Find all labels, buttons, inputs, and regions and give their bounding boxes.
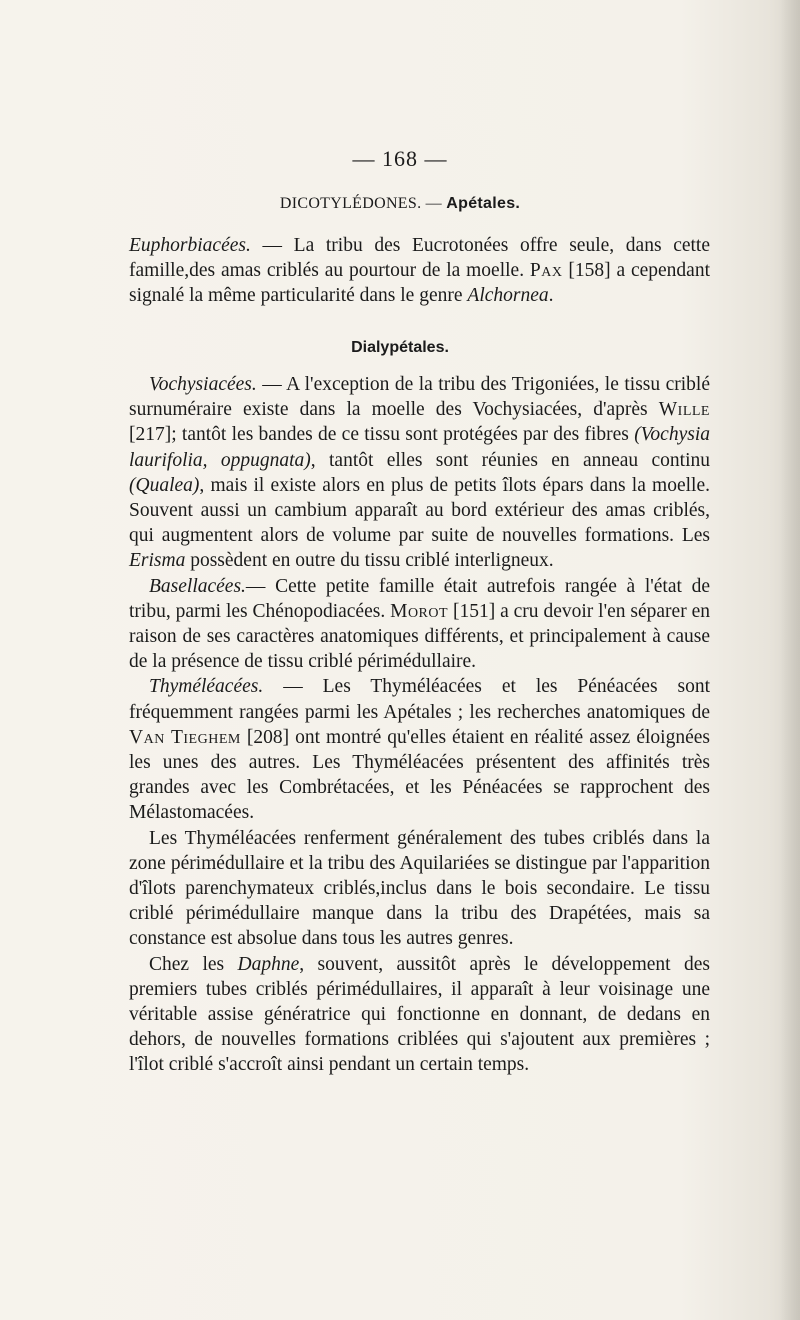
family-term: Vochysiacées. (149, 374, 257, 395)
genus-name: (Qualea) (129, 474, 200, 496)
paragraph-euphorbiacees: Euphorbiacées. — La tribu des Eucrotonées offre seule, dans cette famille,des amas criblés au pourtour de la moelle. Pax [158] a cependant signalé la même particularité dans le genre Alchornea. (129, 235, 710, 307)
text-block-main (129, 372, 710, 1078)
genus-name: Daphne (237, 953, 300, 975)
running-head (0, 195, 800, 213)
paragraph-thymeleacees: Thyméléacées. — Les Thyméléacées et les Pénéacées sont fréquemment rangées parmi les Apétales ; les recherches anatomiques de Van Tieghem [208] ont montré qu'elles étaient en réalité assez éloignées les unes des autres. Les Thyméléacées présentent des affinités très grandes avec les Combrétacées, et les Pénéacées se rapprochent des Mélastomacées. (129, 676, 711, 824)
author-name: Pax (529, 260, 563, 282)
page-number: — 168 — (352, 146, 448, 171)
genus-name: Alchornea (467, 285, 549, 307)
family-term: Basellacées. (149, 575, 246, 597)
running-head-section: DICOTYLÉDONES. — (279, 195, 442, 212)
paragraph-vochysiacees: Vochysiacées. — A l'exception de la tribu des Trigoniées, le tissu criblé surnuméraire existe dans la moelle des Vochysiacées, d'après Wille [217]; tantôt les bandes de ce tissu sont protégées par des fibres (Vochysia laurifolia, oppugnata), tantôt elles sont réunies en anneau continu (Qualea), mais il existe alors en plus de petits îlots épars dans la moelle. Souvent aussi un cambium apparaît au bord extérieur des amas criblés, qui augmentent alors de volume par suite de nouvelles formations. Les Erisma possèdent en outre du tissu criblé interligneux. (129, 374, 710, 572)
page-edge-shadow (780, 0, 800, 1320)
author-name: Morot (390, 600, 449, 622)
genus-name: Erisma (129, 550, 186, 572)
author-name: Van Tieghem (129, 726, 241, 748)
species-names: (Vochysia laurifolia, oppugnata) (129, 424, 710, 471)
author-name: Wille (658, 399, 710, 421)
paragraph-basellacees: Basellacées.— Cette petite famille était autrefois rangée à l'état de tribu, parmi les Chénopodiacées. Morot [151] a cru devoir l'en séparer en raison de ses caractères anatomiques différents, et principalement à cause de la présence de tissu criblé périmédullaire. (129, 575, 710, 673)
running-head-subsection: Apétales. (446, 195, 521, 212)
family-term: Thyméléacées. (149, 676, 264, 698)
paragraph-daphne: Chez les Daphne, souvent, aussitôt après le développement des premiers tubes criblés périmédullaires, il apparaît à leur voisinage une véritable assise génératrice qui fonctionne en donnant, de dedans en dehors, de nouvelles formations criblées qui s'ajoutent aux premières ; l'îlot criblé s'accroît ainsi pendant un certain temps. (129, 953, 710, 1076)
section-title: Dialypétales. (351, 339, 449, 356)
text-block-top (129, 233, 710, 309)
family-term: Euphorbiacées. (129, 235, 251, 256)
paragraph-thymeleacees-2: Les Thyméléacées renferment généralement des tubes criblés dans la zone périmédullaire et la tribu des Aquilariées se distingue par l'apparition d'îlots parenchymateux criblés,inclus dans le bois secondaire. Le tissu criblé périmédullaire manque dans la tribu des Drapétées, mais sa constance est absolue dans tous les autres genres. (129, 827, 710, 950)
